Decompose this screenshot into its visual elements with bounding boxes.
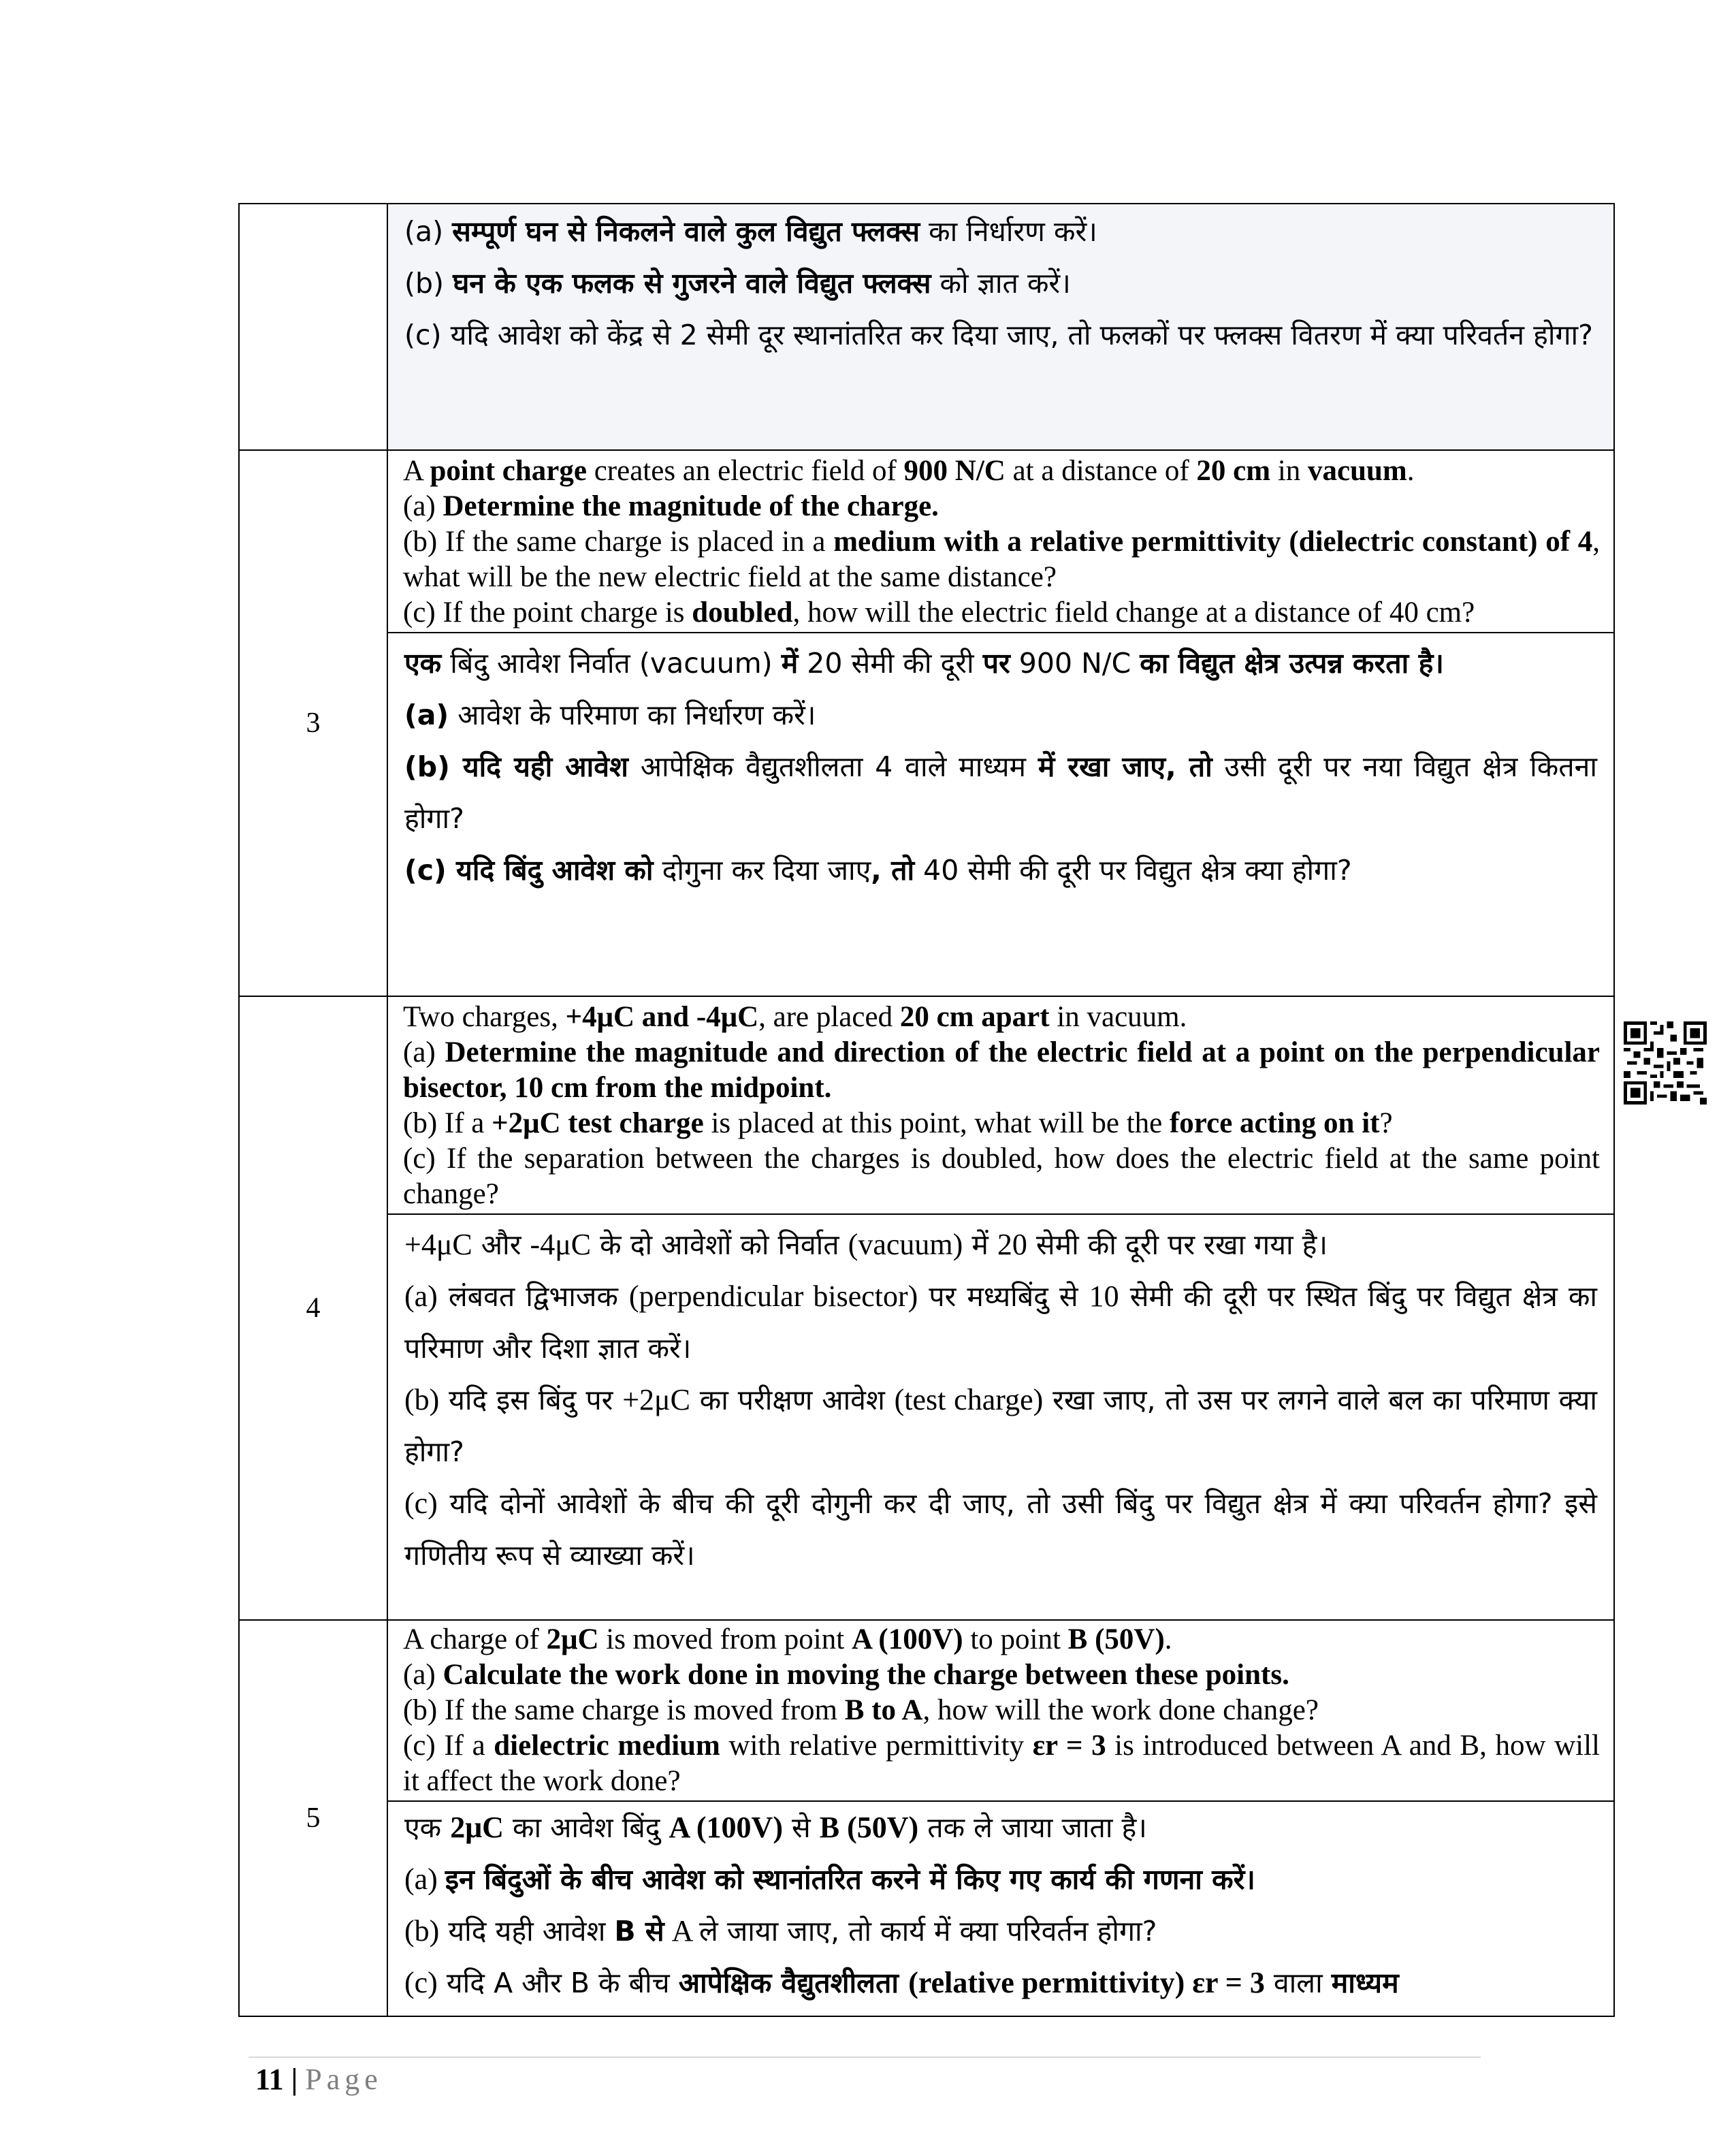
question-number-cell: [239, 996, 387, 1620]
part-a: (a) इन बिंदुओं के बीच आवेश को स्थानांतरित करने में किए गए कार्य की गणना करें।: [404, 1862, 1255, 1896]
part-b: (b) यदि यही आवेश B से A ले जाया जाए, तो कार्य में क्या परिवर्तन होगा?: [404, 1914, 1157, 1948]
part-b: (b) यदि यही आवेश आपेक्षिक वैद्युतशीलता 4 वाले माध्यम में रखा जाए, तो उसी दूरी पर नया विद्युत क्षेत्र कितना होगा?: [404, 750, 1597, 835]
part-c: (c) यदि A और B के बीच आपेक्षिक वैद्युतशीलता (relative permittivity) εr = 3 वाला माध्यम: [404, 1966, 1399, 1999]
question-stem: एक 2μC का आवेश बिंदु A (100V) से B (50V) तक ले जाया जाता है।: [404, 1811, 1147, 1844]
table-row: [239, 996, 1614, 1214]
question-stem: A charge of 2μC is moved from point A (100V) to point B (50V).: [403, 1623, 1172, 1655]
part-b: (b) घन के एक फलक से गुजरने वाले विद्युत फ्लक्स को ज्ञात करें।: [404, 267, 1071, 300]
part-a: (a) सम्पूर्ण घन से निकलने वाले कुल विद्युत फ्लक्स का निर्धारण करें।: [404, 215, 1097, 248]
table-row: [239, 204, 1614, 450]
part-a: (a) Determine the magnitude of the charge.: [403, 490, 939, 522]
part-c: (c) यदि दोनों आवेशों के बीच की दूरी दोगुनी कर दी जाए, तो उसी बिंदु पर विद्युत क्षेत्र में क्या परिवर्तन होगा? इसे गणितीय रूप से व्याख्या करें।: [404, 1487, 1597, 1572]
part-c: (c) यदि बिंदु आवेश को दोगुना कर दिया जाए, तो 40 सेमी की दूरी पर विद्युत क्षेत्र क्या होगा?: [404, 854, 1352, 887]
question-cell-english: [387, 450, 1614, 633]
part-c: (c) If the point charge is doubled, how will the electric field change at a distance of 40 cm?: [403, 597, 1475, 629]
table-row: [239, 450, 1614, 633]
table-row: [239, 1214, 1614, 1620]
part-c: (c) If a dielectric medium with relative permittivity εr = 3 is introduced between A and B, how will it affect the work done?: [403, 1730, 1600, 1797]
part-b: (b) यदि इस बिंदु पर +2μC का परीक्षण आवेश (test charge) रखा जाए, तो उस पर लगने वाले बल का परिमाण क्या होगा?: [404, 1383, 1598, 1468]
part-b: (b) If a +2μC test charge is placed at this point, what will be the force acting on it?: [403, 1107, 1393, 1139]
question-number-cell: [239, 450, 387, 996]
question-number: 3: [306, 708, 321, 739]
question-stem: A point charge creates an electric field of 900 N/C at a distance of 20 cm in vacuum.: [403, 455, 1415, 487]
part-c: (c) If the separation between the charges is doubled, how does the electric field at the same point change?: [403, 1143, 1600, 1210]
question-number: 4: [306, 1292, 321, 1324]
part-b: (b) If the same charge is placed in a medium with a relative permittivity (dielectric constant) of 4, what will be the new electric field at the same distance?: [403, 526, 1600, 593]
part-c: (c) यदि आवेश को केंद्र से 2 सेमी दूर स्थानांतरित कर दिया जाए, तो फलकों पर फ्लक्स वितरण में क्या परिवर्तन होगा?: [404, 319, 1593, 351]
footer-separator: |: [283, 2063, 306, 2096]
question-number-cell: [239, 1620, 387, 2016]
page-footer: [255, 2062, 383, 2097]
question-cell-english: [387, 996, 1614, 1214]
question-cell-hindi: [387, 1801, 1614, 2016]
table-row: [239, 1620, 1614, 1801]
question-stem: Two charges, +4μC and -4μC, are placed 20 cm apart in vacuum.: [403, 1001, 1187, 1033]
question-table: [238, 203, 1615, 2017]
footer-divider: [248, 2056, 1481, 2058]
part-a: (a) आवेश के परिमाण का निर्धारण करें।: [404, 699, 816, 731]
page-number: 11: [255, 2063, 284, 2096]
question-stem: एक बिंदु आवेश निर्वात (vacuum) में 20 सेमी की दूरी पर 900 N/C का विद्युत क्षेत्र उत्पन्न करता है।: [404, 647, 1444, 680]
part-a: (a) Determine the magnitude and direction of the electric field at a point on the perpendicular bisector, 10 cm from the midpoint.: [403, 1036, 1600, 1104]
question-cell-english: [387, 1620, 1614, 1801]
part-a: (a) लंबवत द्विभाजक (perpendicular bisector) पर मध्यबिंदु से 10 सेमी की दूरी पर स्थित बिंदु पर विद्युत क्षेत्र का परिमाण और दिशा ज्ञात करें।: [404, 1280, 1597, 1365]
question-number-cell: [239, 204, 387, 450]
part-a: (a) Calculate the work done in moving the charge between these points.: [403, 1659, 1289, 1691]
table-row: [239, 633, 1614, 996]
question-stem: +4μC और -4μC के दो आवेशों को निर्वात (vacuum) में 20 सेमी की दूरी पर रखा गया है।: [404, 1228, 1328, 1261]
question-number: 5: [306, 1802, 321, 1834]
page-label: Page: [305, 2063, 383, 2096]
qr-code-icon: [1624, 1021, 1707, 1105]
part-b: (b) If the same charge is moved from B to A, how will the work done change?: [403, 1694, 1319, 1726]
question-cell-hindi: [387, 204, 1614, 450]
question-cell-hindi: [387, 633, 1614, 996]
table-row: [239, 1801, 1614, 2016]
question-cell-hindi: [387, 1214, 1614, 1620]
